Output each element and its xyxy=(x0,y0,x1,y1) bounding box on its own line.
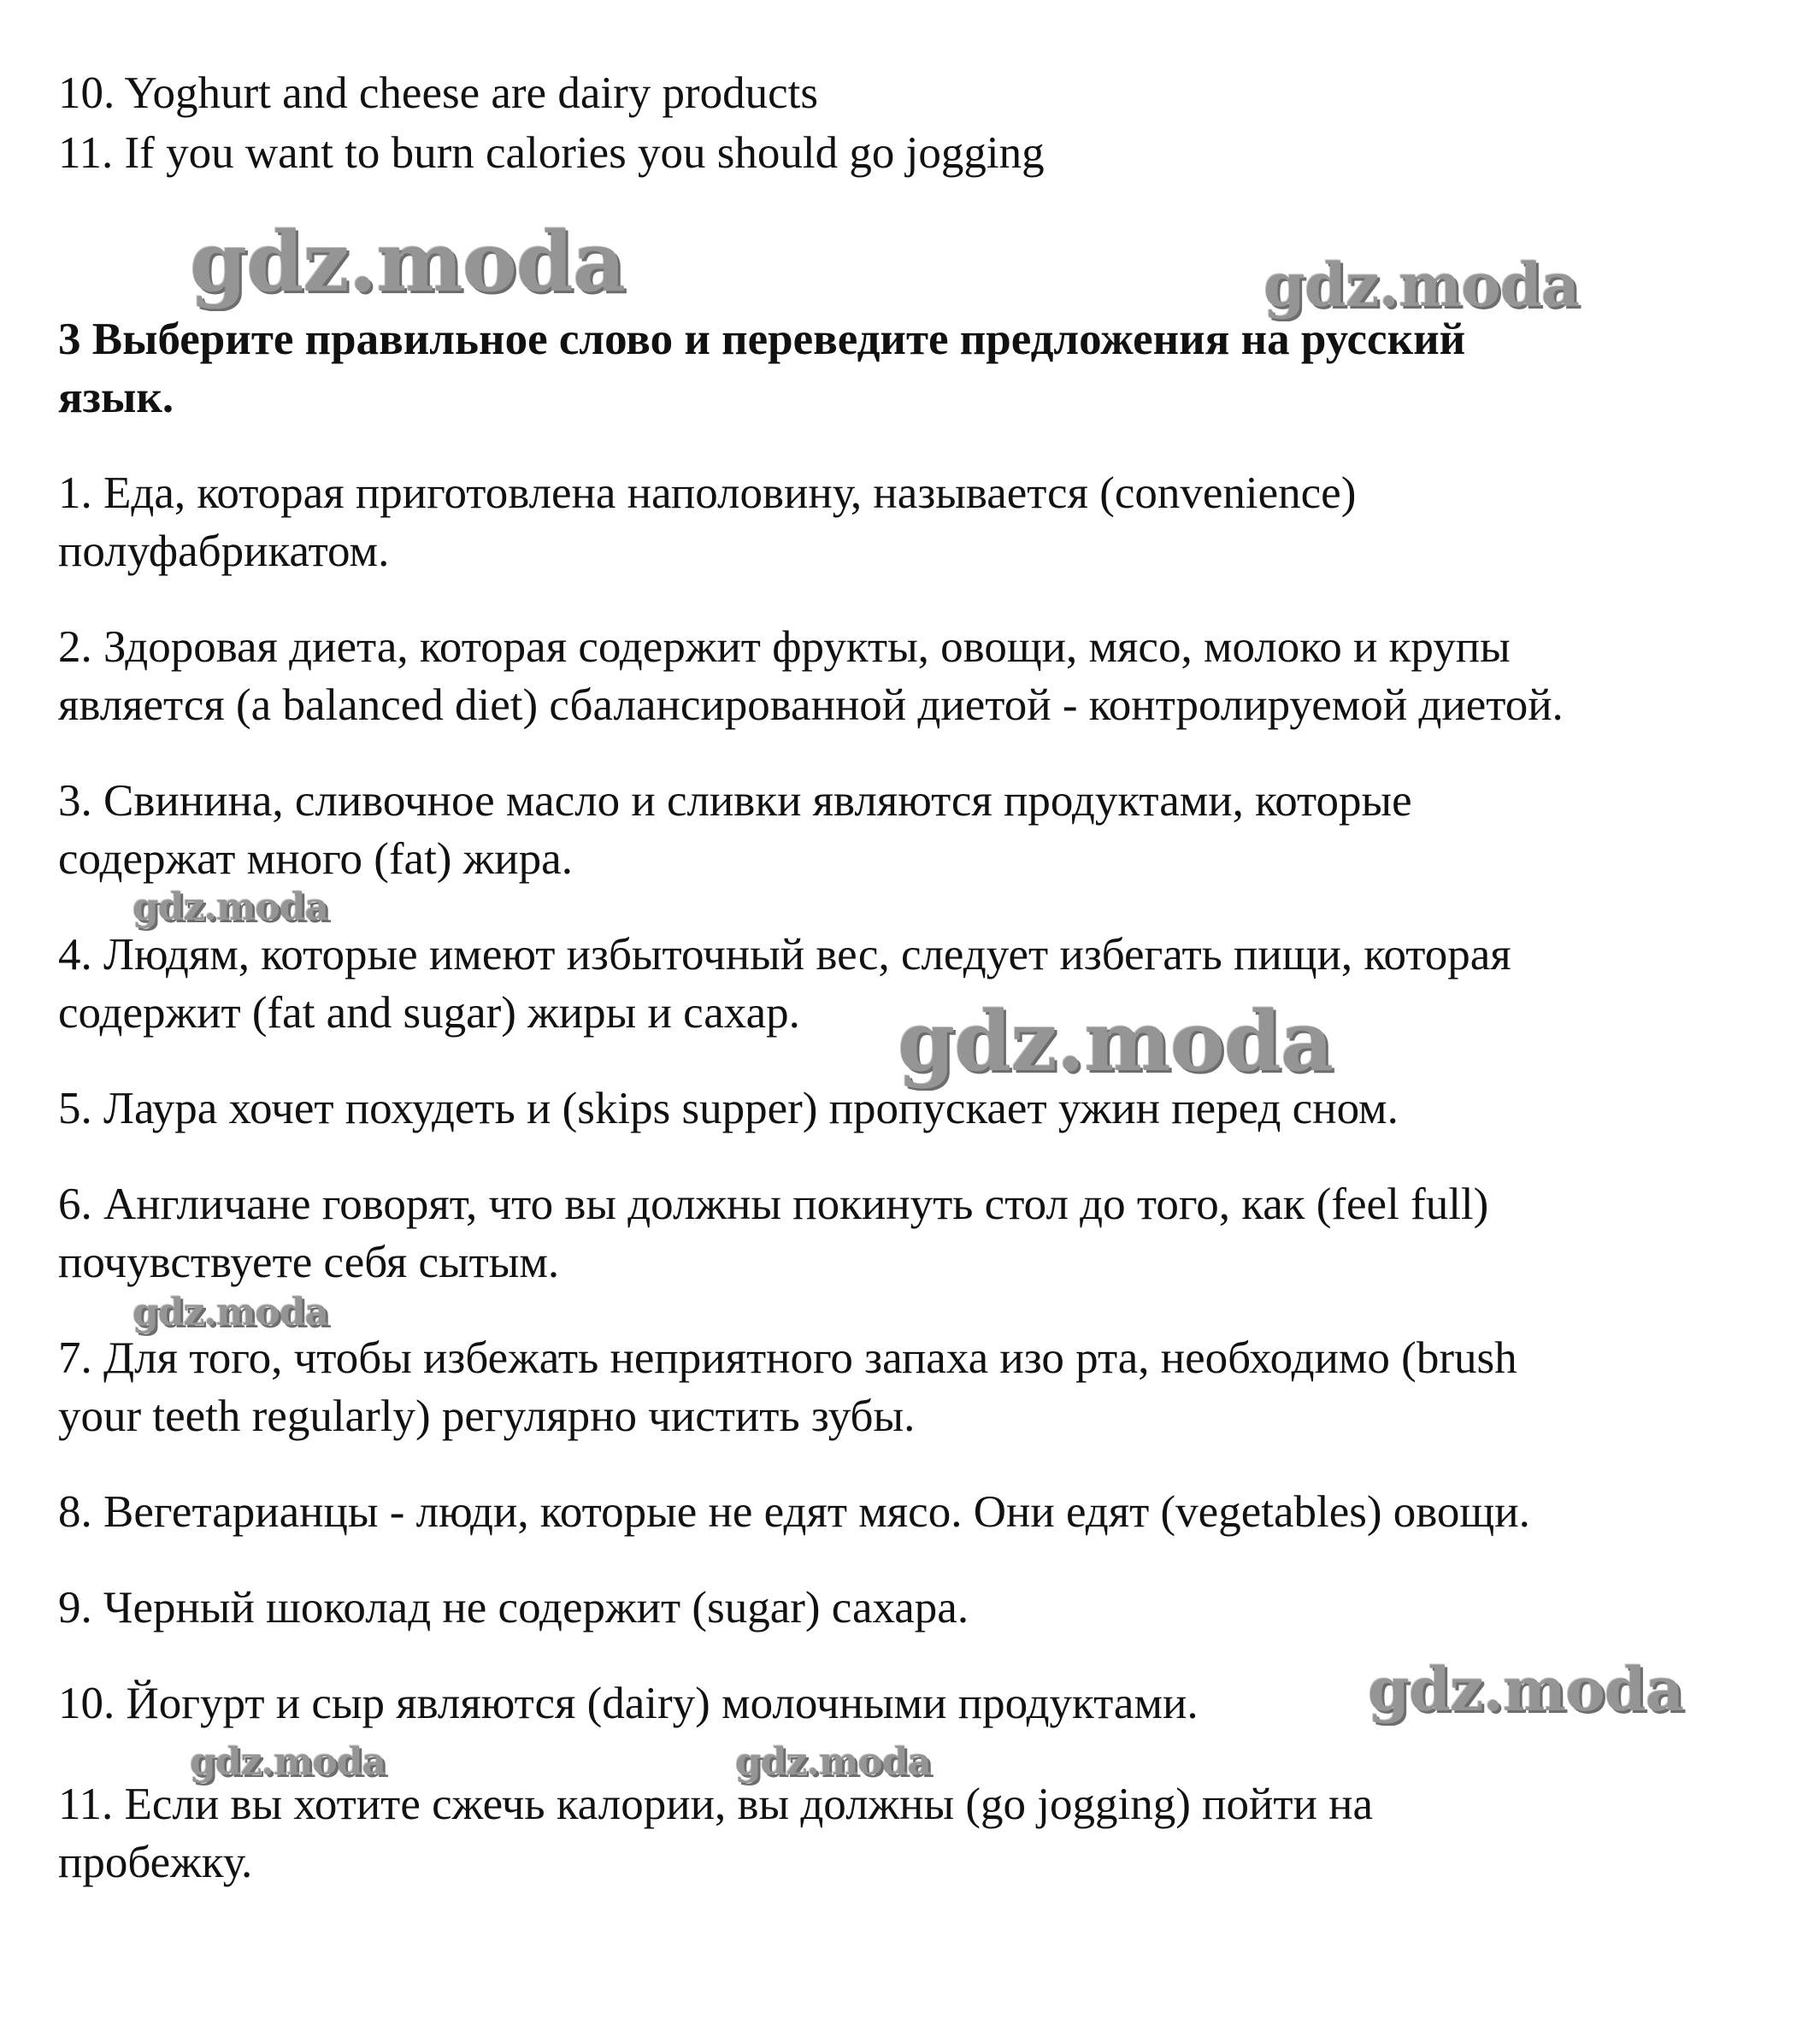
item-1-line-1: 1. Еда, которая приготовлена наполовину, называется (convenience) xyxy=(58,468,1357,518)
item-6-line-2: почувствуете себя сытым. xyxy=(58,1238,560,1287)
item-2-line-2: является (a balanced diet) сбалансированной диетой - контролируемой диетой. xyxy=(58,680,1564,730)
item-11-line-2: пробежку. xyxy=(58,1838,253,1887)
watermark-logo: gdz.moda xyxy=(898,993,1334,1090)
item-3-line-1: 3. Свинина, сливочное масло и сливки являются продуктами, которые xyxy=(58,776,1412,826)
item-4-line-2: содержит (fat and sugar) жиры и сахар. xyxy=(58,988,800,1038)
watermark-logo: gdz.moda xyxy=(1368,1654,1684,1725)
item-6-line-1: 6. Англичане говорят, что вы должны покинуть стол до того, как (feel full) xyxy=(58,1180,1489,1229)
item-9-line-1: 9. Черный шоколад не содержит (sugar) сахара. xyxy=(58,1583,969,1633)
exercise-heading-line-2: язык. xyxy=(58,373,174,422)
item-5-line-1: 5. Лаура хочет похудеть и (skips supper) пропускает ужин перед сном. xyxy=(58,1084,1399,1133)
item-8-line-1: 8. Вегетарианцы - люди, которые не едят мясо. Они едят (vegetables) овощи. xyxy=(58,1487,1530,1537)
item-10-line-1: 10. Йогурт и сыр являются (dairy) молочными продуктами. xyxy=(58,1679,1199,1728)
watermark-logo: gdz.moda xyxy=(1263,250,1580,321)
watermark-logo: gdz.moda xyxy=(190,214,626,310)
watermark-logo: gdz.moda xyxy=(133,885,329,929)
item-4-line-1: 4. Людям, которые имеют избыточный вес, следует избегать пищи, которая xyxy=(58,930,1511,980)
watermark-logo: gdz.moda xyxy=(133,1291,329,1334)
item-2-line-1: 2. Здоровая диета, которая содержит фрукты, овощи, мясо, молоко и крупы xyxy=(58,622,1511,672)
exercise-heading-line-1: 3 Выберите правильное слово и переведите предложения на русский xyxy=(58,315,1466,364)
item-3-line-2: содержат много (fat) жира. xyxy=(58,834,573,884)
item-1-line-2: полуфабрикатом. xyxy=(58,527,390,576)
item-11-line-1: 11. Если вы хотите сжечь калории, вы должны (go jogging) пойти на xyxy=(58,1780,1374,1829)
watermark-logo: gdz.moda xyxy=(735,1740,932,1784)
watermark-logo: gdz.moda xyxy=(190,1740,386,1784)
answer-line-11: 11. If you want to burn calories you should go jogging xyxy=(58,128,1045,178)
item-7-line-2: your teeth regularly) регулярно чистить зубы. xyxy=(58,1391,916,1441)
answer-line-10: 10. Yoghurt and cheese are dairy products xyxy=(58,68,818,118)
item-7-line-1: 7. Для того, чтобы избежать неприятного запаха изо рта, необходимо (brush xyxy=(58,1333,1517,1383)
